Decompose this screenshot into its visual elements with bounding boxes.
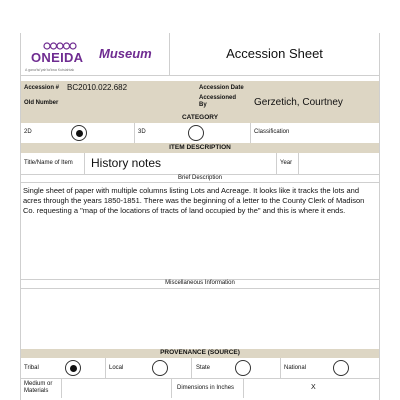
accessioned-by-value[interactable]: Gerzetich, Courtney bbox=[254, 97, 343, 108]
radio-tribal[interactable] bbox=[65, 360, 81, 376]
provenance-heading: PROVENANCE (SOURCE) bbox=[160, 349, 240, 356]
misc-info-label: Miscellaneous Information bbox=[165, 280, 235, 286]
radio-selected-dot bbox=[76, 130, 83, 137]
title-row bbox=[21, 153, 379, 174]
medium-label: Medium or Materials bbox=[24, 381, 53, 394]
provenance-row bbox=[21, 358, 379, 378]
radio-state[interactable] bbox=[235, 360, 251, 376]
accession-sheet-form bbox=[20, 33, 380, 400]
option-3d-label: 3D bbox=[138, 129, 146, 135]
radio-selected-dot bbox=[70, 365, 77, 372]
year-label: Year bbox=[280, 160, 293, 166]
dimensions-separator: X bbox=[311, 384, 316, 391]
dimensions-label: Dimensions in Inches bbox=[177, 385, 235, 391]
museum-label: Museum bbox=[99, 46, 152, 61]
category-heading-bar bbox=[21, 113, 379, 123]
sheet-header bbox=[21, 33, 379, 75]
brief-description-text[interactable]: Single sheet of paper with multiple columns listing Lots and Acreage. It looks like it tracks the lots and acres through the years 1850-1851. There was the beginning of a letter to the County Clerk of Madison Co. requesting a "map of the locations of tracts of land occupied by the" and this is where it ends. bbox=[23, 186, 365, 215]
option-2d-label: 2D bbox=[24, 129, 32, 135]
accession-date-label: Accession Date bbox=[199, 85, 244, 91]
classification-label: Classification bbox=[254, 129, 290, 135]
provenance-heading-bar bbox=[21, 349, 379, 358]
item-description-heading-bar bbox=[21, 143, 379, 153]
state-label: State bbox=[196, 365, 211, 371]
materials-row bbox=[21, 378, 379, 398]
local-label: Local bbox=[109, 365, 124, 371]
radio-local[interactable] bbox=[152, 360, 168, 376]
old-number-label: Old Number bbox=[24, 100, 59, 106]
accession-info-block bbox=[21, 81, 379, 113]
item-description-heading: ITEM DESCRIPTION bbox=[169, 144, 231, 151]
radio-3d[interactable] bbox=[188, 125, 204, 141]
title-value[interactable]: History notes bbox=[91, 156, 162, 170]
radio-national[interactable] bbox=[333, 360, 349, 376]
logo-tagline: A gana'tsi'yah'ta'kwa Kutsiahtak bbox=[25, 68, 75, 72]
sheet-title: Accession Sheet bbox=[226, 46, 323, 61]
tribal-label: Tribal bbox=[24, 365, 39, 371]
national-label: National bbox=[284, 365, 307, 371]
title-box bbox=[169, 33, 379, 75]
brief-description-label: Brief Description bbox=[177, 175, 222, 181]
radio-2d[interactable] bbox=[71, 125, 87, 141]
title-label: Title/Name of Item bbox=[24, 160, 73, 166]
accessioned-by-label: Accessioned By bbox=[199, 95, 237, 108]
oneida-logo: ONEIDA bbox=[31, 50, 84, 65]
category-heading: CATEGORY bbox=[181, 114, 219, 121]
category-row bbox=[21, 123, 379, 143]
accession-number-value[interactable]: BC2010.022.682 bbox=[67, 83, 128, 92]
accession-number-label: Accession # bbox=[24, 85, 60, 91]
